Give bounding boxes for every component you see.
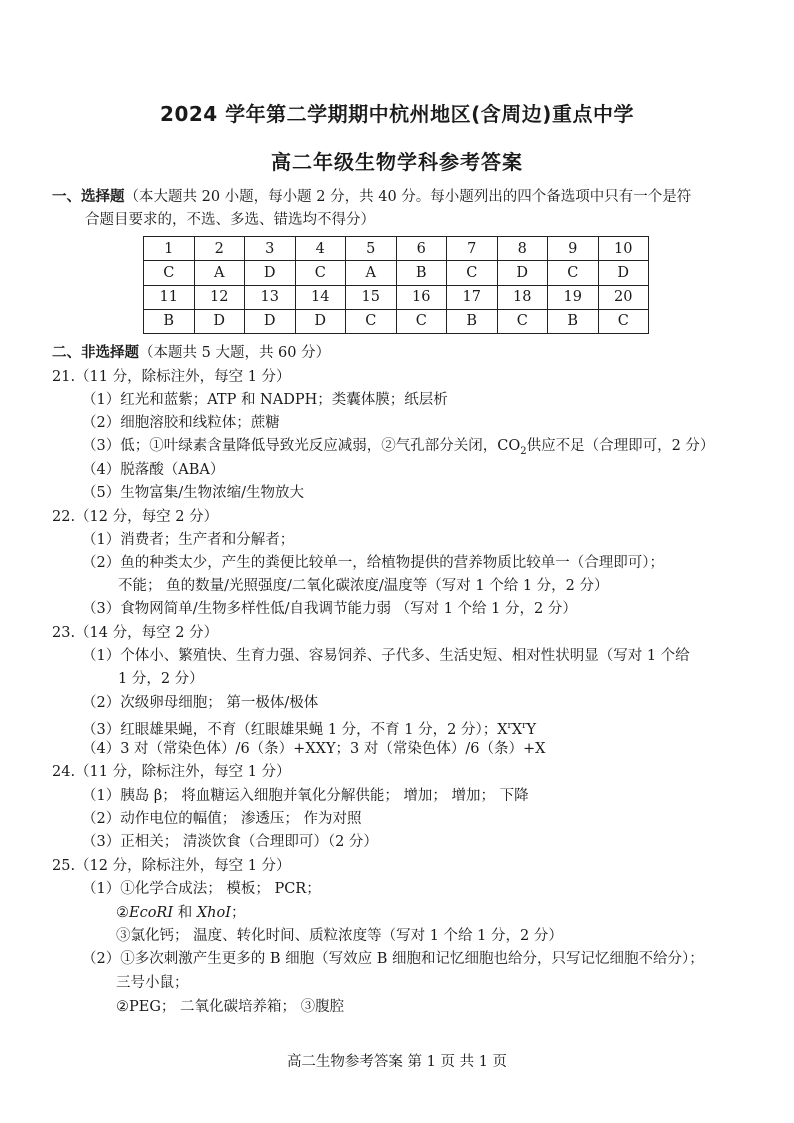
table-cell: A (194, 261, 245, 285)
table-cell: B (144, 309, 195, 333)
superscript-r: r (507, 721, 512, 731)
q23-answer-1: （1）个体小、繁殖快、生育力强、容易饲养、子代多、生活史短、相对性状明显（写对 1 个给 (82, 648, 690, 664)
table-cell: 10 (598, 237, 649, 261)
table-cell: 12 (194, 285, 245, 309)
q22-answer-1: （1）消费者；生产者和分解者； (82, 532, 295, 548)
section1-intro (52, 186, 691, 208)
q24-answer-2: （2）动作电位的幅值； 渗透压； 作为对照 (82, 811, 362, 827)
q22-answer-3: （3）食物网简单/生物多样性低/自我调节能力弱 （写对 1 个给 1 分，2 分） (82, 601, 577, 617)
q22-answer-2-cont: 不能； 鱼的数量/光照强度/二氧化碳浓度/温度等（写对 1 个给 1 分，2 分） (118, 578, 609, 594)
q21-answer-5: （5）生物富集/生物浓缩/生物放大 (82, 485, 304, 501)
table-cell: 14 (295, 285, 346, 309)
q25-answer-1-enzymes (116, 902, 245, 924)
table-cell: 1 (144, 237, 195, 261)
table-cell: B (396, 261, 447, 285)
table-cell: 18 (497, 285, 548, 309)
table-cell: 3 (245, 237, 296, 261)
q22-header: 22.（12 分，每空 2 分） (52, 509, 219, 525)
table-cell: D (245, 261, 296, 285)
table-cell: C (548, 261, 599, 285)
q21-answer-4: （4）脱落酸（ABA） (82, 462, 225, 478)
table-cell: 13 (245, 285, 296, 309)
table-cell: 4 (295, 237, 346, 261)
table-row (144, 309, 649, 333)
q23-answer-3 (82, 715, 536, 741)
section2-desc: （本题共 5 大题，共 60 分） (139, 345, 331, 361)
table-cell: 9 (548, 237, 599, 261)
co2-subscript: 2 (520, 445, 527, 457)
table-cell: A (346, 261, 397, 285)
table-cell: D (497, 261, 548, 285)
section1-desc-cont: 合题目要求的，不选、多选、错选均不得分） (85, 212, 375, 228)
q22-answer-2: （2）鱼的种类太少，产生的粪便比较单一，给植物提供的营养物质比较单一（合理即可）； (82, 555, 664, 571)
table-cell: C (447, 261, 498, 285)
table-cell: 2 (194, 237, 245, 261)
table-cell: C (144, 261, 195, 285)
table-cell: D (598, 261, 649, 285)
table-cell: 7 (447, 237, 498, 261)
q25-header: 25.（12 分，除标注外，每空 1 分） (52, 858, 291, 874)
q25-answer-1-cont: ③氯化钙； 温度、转化时间、质粒浓度等（写对 1 个给 1 分，2 分） (116, 928, 563, 944)
q24-answer-3: （3）正相关； 清淡饮食（合理即可）（2 分） (82, 834, 378, 850)
section1-desc: （本大题共 20 小题，每小题 2 分，共 40 分。每小题列出的四个备选项中只有一个是符 (124, 189, 692, 205)
table-cell: D (295, 309, 346, 333)
table-row (144, 285, 649, 309)
table-cell: C (346, 309, 397, 333)
table-cell: C (295, 261, 346, 285)
table-cell: B (548, 309, 599, 333)
q23-answer-3-y: Y (526, 721, 537, 738)
table-cell: 8 (497, 237, 548, 261)
q25-enzymes-end: ； (230, 905, 246, 921)
page-footer: 高二生物参考答案 第 1 页 共 1 页 (286, 1054, 508, 1070)
exam-title: 2024 学年第二学期期中杭州地区(含周边)重点中学 (160, 102, 634, 126)
table-cell: 20 (598, 285, 649, 309)
table-cell: C (598, 309, 649, 333)
table-cell: C (396, 309, 447, 333)
q21-answer-1: （1）红光和蓝紫；ATP 和 NADPH；类囊体膜；纸层析 (82, 392, 448, 408)
q25-answer-2-cont2: ②PEG； 二氧化碳培养箱； ③腹腔 (116, 999, 345, 1015)
q21-answer-3-part2: 供应不足（合理即可，2 分） (526, 438, 715, 454)
answer-key-title: 高二年级生物学科参考答案 (271, 150, 523, 174)
section2-heading: 二、非选择题 (52, 345, 139, 361)
q23-answer-4: （4）3 对（常染色体）/6（条）+XXY；3 对（常染色体）/6（条）+X (82, 741, 546, 757)
table-row (144, 237, 649, 261)
q21-answer-3-part1: （3）低；①叶绿素含量降低导致光反应减弱，②气孔部分关闭，CO (82, 438, 521, 454)
q23-answer-3-part1: （3）红眼雄果蝇，不育（红眼雄果蝇 1 分，不育 1 分，2 分）；X (82, 721, 508, 738)
table-cell: D (194, 309, 245, 333)
table-row (144, 261, 649, 285)
answer-table (143, 236, 649, 334)
q23-answer-1-cont: 1 分，2 分） (118, 671, 204, 687)
q23-header: 23.（14 分，每空 2 分） (52, 625, 219, 641)
q24-header: 24.（11 分，除标注外，每空 1 分） (52, 764, 291, 780)
q25-enzymes-marker: ② (116, 905, 129, 921)
enzyme-xhoi: XhoI (196, 905, 231, 921)
table-cell: C (497, 309, 548, 333)
table-cell: 17 (447, 285, 498, 309)
table-cell: 11 (144, 285, 195, 309)
q25-answer-2-cont: 三号小鼠； (116, 975, 189, 991)
table-cell: 6 (396, 237, 447, 261)
q21-answer-2: （2）细胞溶胶和线粒体；蔗糖 (82, 415, 280, 431)
section1-heading: 一、选择题 (52, 189, 125, 205)
table-cell: 19 (548, 285, 599, 309)
q24-answer-1: （1）胰岛 β； 将血糖运入细胞并氧化分解供能； 增加； 增加； 下降 (82, 788, 529, 804)
table-cell: B (447, 309, 498, 333)
q21-header: 21.（11 分，除标注外，每空 1 分） (52, 369, 291, 385)
table-cell: 16 (396, 285, 447, 309)
superscript-r: r (522, 721, 527, 731)
q25-answer-2: （2）①多次刺激产生更多的 B 细胞（写效应 B 细胞和记忆细胞也给分，只写记忆细胞不给分）； (82, 951, 704, 967)
section2-intro (52, 342, 330, 364)
enzyme-ecori: EcoRI (129, 905, 174, 921)
table-cell: 5 (346, 237, 397, 261)
q23-answer-2: （2）次级卵母细胞； 第一极体/极体 (82, 695, 319, 711)
table-cell: D (245, 309, 296, 333)
q25-enzymes-and: 和 (173, 905, 197, 921)
q25-answer-1: （1）①化学合成法； 模板； PCR； (82, 881, 321, 897)
q23-answer-3-x: X (511, 721, 523, 738)
table-cell: 15 (346, 285, 397, 309)
